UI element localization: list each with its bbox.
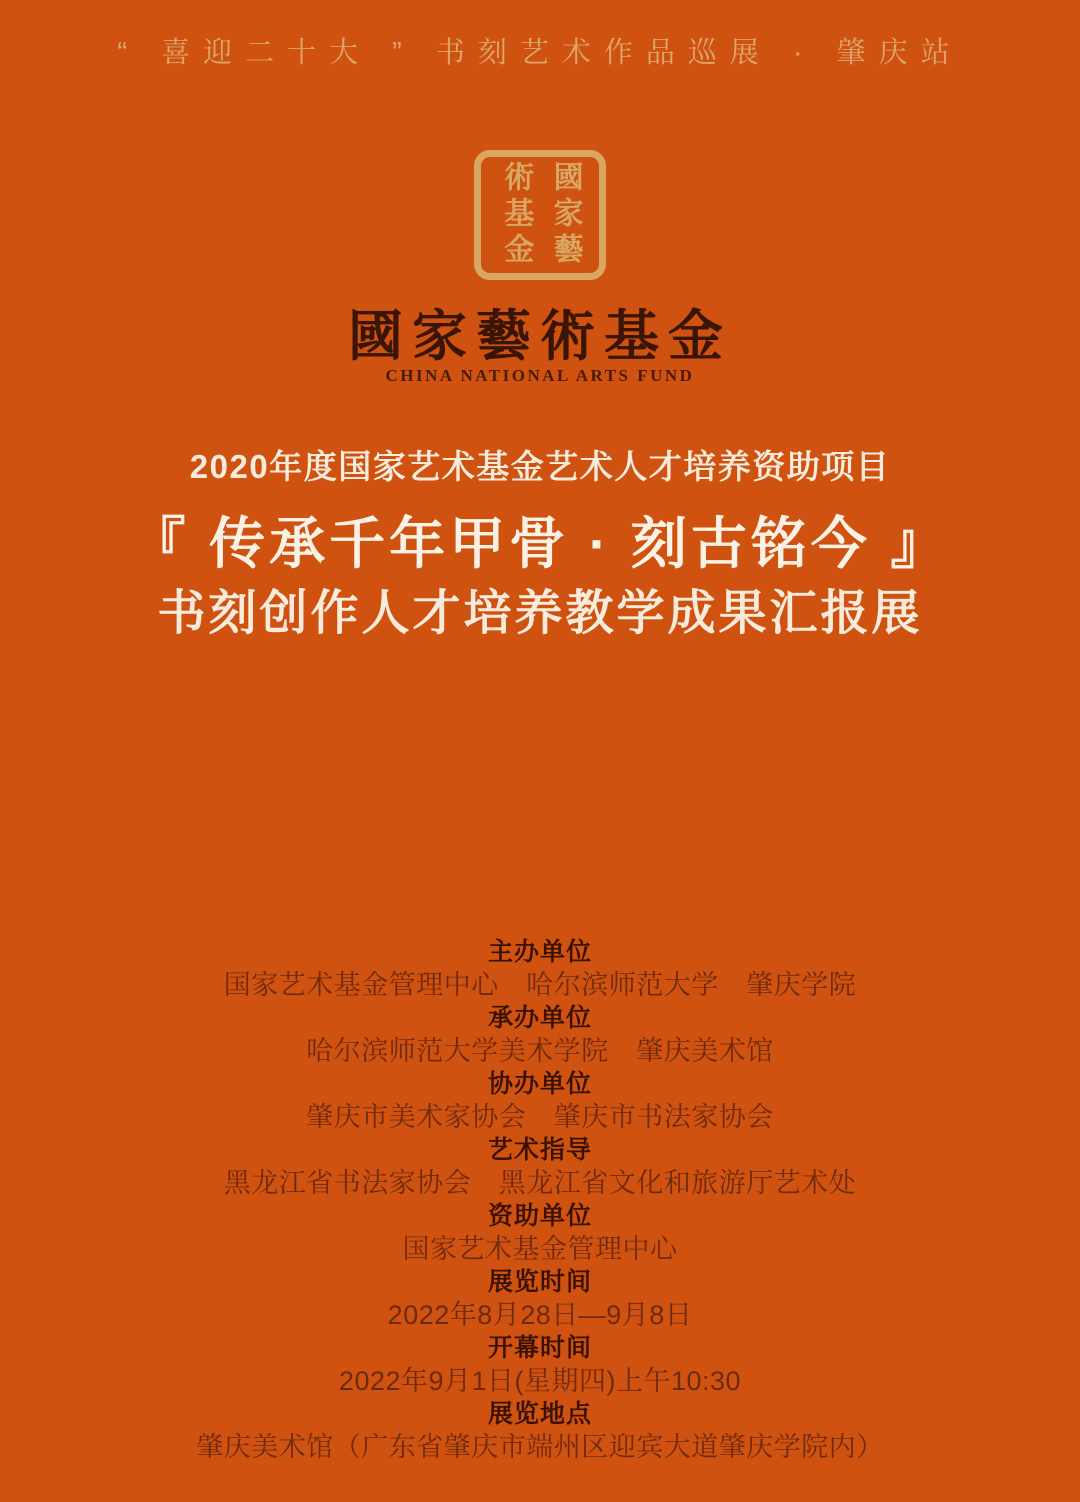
credit-value-organizer: 哈尔滨师范大学美术学院 肇庆美术馆 [306, 1036, 774, 1066]
credit-label-opening-time: 开幕时间 [487, 1334, 592, 1362]
logo-english-name: CHINA NATIONAL ARTS FUND [385, 366, 695, 385]
arts-fund-seal-icon [474, 150, 606, 280]
credit-value-opening-time: 2022年9月1日(星期四)上午10:30 [338, 1366, 742, 1396]
credit-value-co-organizer: 肇庆市美术家协会 肇庆市书法家协会 [306, 1102, 774, 1132]
credit-label-organizer: 承办单位 [487, 1004, 592, 1032]
credit-value-venue: 肇庆美术馆（广东省肇庆市端州区迎宾大道肇庆学院内） [196, 1432, 884, 1462]
exhibition-subtitle: 书刻创作人才培养教学成果汇报展 [157, 587, 923, 640]
credit-label-co-organizer: 协办单位 [487, 1070, 592, 1098]
credit-label-art-direction: 艺术指导 [487, 1136, 592, 1164]
credit-label-funder: 资助单位 [487, 1202, 592, 1230]
seal-left-column: 術基金 [498, 161, 534, 269]
logo-chinese-name: 國家藝術基金 [347, 303, 732, 368]
credits-section [0, 936, 1080, 1464]
credit-label-exhibition-time: 展览时间 [487, 1268, 592, 1296]
exhibition-main-title: 『 传承千年甲骨 · 刻古铭今 』 [129, 512, 951, 575]
credit-value-host: 国家艺术基金管理中心 哈尔滨师范大学 肇庆学院 [223, 970, 857, 1000]
credit-value-funder: 国家艺术基金管理中心 [402, 1234, 678, 1264]
top-banner-text: “ 喜迎二十大 ” 书刻艺术作品巡展 · 肇庆站 [117, 37, 963, 69]
credit-value-exhibition-time: 2022年8月28日—9月8日 [387, 1300, 693, 1330]
credit-label-venue: 展览地点 [487, 1400, 592, 1428]
project-funding-title: 2020年度国家艺术基金艺术人才培养资助项目 [189, 448, 891, 485]
seal-right-column: 國家藝 [547, 161, 583, 269]
credit-label-host: 主办单位 [487, 938, 592, 966]
credit-value-art-direction: 黑龙江省书法家协会 黑龙江省文化和旅游厅艺术处 [223, 1168, 857, 1198]
